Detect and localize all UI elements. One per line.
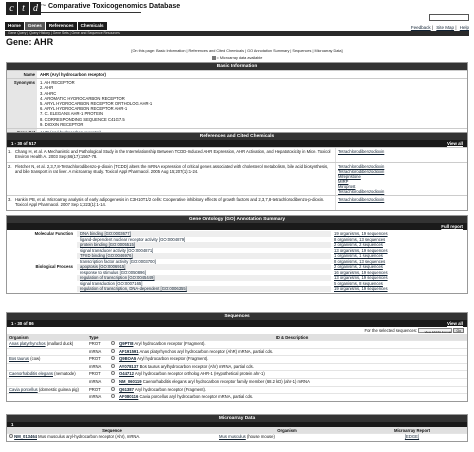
- result-count: 1 - 30 of 517: [11, 141, 37, 146]
- organism-cell: [7, 348, 87, 356]
- microarray-section: [6, 414, 468, 442]
- on-this-page-links[interactable]: [On this page: Basic Information | References and Cited Chemicals | GO Annotation Summary | Sequences | Microarray Data]: [131, 49, 343, 53]
- row-label: Synonyms: [7, 79, 37, 128]
- tab-references[interactable]: References: [46, 22, 77, 30]
- table-row: [7, 378, 467, 386]
- sequence-id-link[interactable]: NM_060119: [119, 378, 142, 384]
- table-row: [7, 371, 467, 379]
- tab-chemicals[interactable]: Chemicals: [78, 22, 107, 30]
- synonym-item: 9. DIOXIN RECEPTOR: [40, 121, 84, 127]
- col-header: Microarray Report: [357, 427, 467, 434]
- go-bar: [7, 223, 467, 230]
- go-term[interactable]: TFIID binding [GO:0046976]: [77, 253, 331, 259]
- row-checkbox[interactable]: [9, 434, 13, 438]
- sequence-id-link[interactable]: Q9BOA5: [119, 356, 137, 362]
- go-button[interactable]: Go: [453, 328, 464, 333]
- organism-link[interactable]: Caenorhabditis elegans: [9, 371, 53, 377]
- row-checkbox[interactable]: [111, 379, 115, 383]
- row-checkbox[interactable]: [111, 356, 115, 360]
- result-count: 1 - 30 of 86: [11, 321, 34, 326]
- sequence-id-link[interactable]: AF080116: [119, 394, 139, 400]
- ref-chemicals: [335, 163, 467, 195]
- sequence-desc: Cavia porcellus aryl hydrocarbon receptor mRNA, partial cds.: [139, 394, 254, 400]
- reference-row: [7, 195, 467, 210]
- row-checkbox[interactable]: [111, 371, 115, 375]
- go-term[interactable]: protein binding [GO:0005515]: [77, 242, 331, 248]
- organism-cell: [7, 341, 87, 349]
- chemical-link[interactable]: MIRP: [338, 179, 349, 184]
- full-report-link[interactable]: Full report: [441, 224, 463, 229]
- sequence-id-link[interactable]: O44712: [119, 371, 134, 377]
- organism-cell: [7, 394, 87, 401]
- sequence-desc: Aryl hydrocarbon receptor (Fragment).: [134, 341, 206, 346]
- sequence-id-link[interactable]: AF191591: [119, 348, 139, 354]
- go-count[interactable]: 1 organisms, 1 sequences: [334, 253, 383, 258]
- table-row: [7, 386, 467, 394]
- logo-letter: t: [18, 2, 29, 15]
- ref-number: 1.: [8, 149, 12, 154]
- sequence-id-link[interactable]: NM_013464: [14, 434, 37, 439]
- site-header: [0, 0, 474, 22]
- sequence-actions: [7, 327, 467, 334]
- section-title: Microarray Data: [218, 416, 256, 421]
- go-count[interactable]: 19 organisms, 19 sequences: [334, 286, 388, 291]
- go-count[interactable]: 5 organisms, 8 sequences: [334, 280, 383, 286]
- id-desc-cell: [117, 371, 467, 379]
- go-count[interactable]: 19 organisms, 19 sequences: [334, 231, 388, 236]
- sequence-desc: Aryl hydrocarbon receptor (Fragment).: [137, 356, 209, 362]
- tab-home[interactable]: Home: [5, 22, 24, 30]
- sequences-table: [7, 334, 467, 401]
- go-term[interactable]: transcription factor activity [GO:0003700]: [80, 258, 156, 264]
- ref-citation[interactable]: Hankin PB, et al. Microarray analysis of early adipogenesis in C3H10T1/2 cells: Cooperative inhibitory effects of growth factors and 2,3,7,8-tetrachlorodibenzo-p-dioxin. Toxicol Appl Pharmacol. 2007 Sep 1;223(1):1-14.: [15, 197, 325, 207]
- sub-nav[interactable]: Gene Query | Query History | Gene Sets | Gene and Sequence Resources: [5, 31, 469, 36]
- section-title: Sequences: [224, 314, 250, 319]
- go-term[interactable]: signal transducer activity [GO:0004871]: [80, 247, 154, 253]
- synonym-item: 5. ARYL HYDROCARBON RECEPTOR ORTHOLOG AHR-1: [40, 101, 153, 107]
- feedback-link[interactable]: Feedback: [410, 25, 431, 30]
- organism-cell: [7, 371, 87, 379]
- go-term[interactable]: DNA binding [GO:0003677]: [77, 231, 331, 237]
- microarray-legend-text: = Microarray data available: [216, 56, 263, 60]
- section-header: [7, 313, 467, 320]
- chemical-link[interactable]: Tetrachlorodibenzodioxin: [338, 169, 385, 174]
- id-desc-cell: [117, 378, 467, 386]
- ref-citation[interactable]: Chang H, et al. A Mechanistic and Pathological Study in the Interrelationship Between TCDD-Induced AHR Expression, AHR Activation, and Hepatotoxicity in Mice. Toxicol Environ Health A. 2003 Sep;66(17):1567-78.: [15, 149, 331, 159]
- organism-common: (mallard duck): [46, 341, 74, 346]
- tab-genes[interactable]: Genes: [25, 22, 45, 30]
- go-count[interactable]: 8 organisms, 13 sequences: [334, 236, 386, 242]
- main-nav: [5, 22, 107, 30]
- pager-bar: [7, 140, 467, 147]
- synonym-item: 7. C. ELEGANS AHR-1 PROTEIN: [40, 111, 104, 117]
- sequence-id-link[interactable]: AY078137: [119, 363, 139, 369]
- ref-number: 3.: [8, 197, 12, 202]
- ctd-logo[interactable]: [6, 2, 41, 15]
- go-term[interactable]: ligand-dependent nuclear receptor activity [GO:0004879]: [80, 236, 186, 242]
- go-section: [6, 215, 468, 294]
- organism-link[interactable]: Bos taurus: [9, 356, 30, 362]
- section-header: Basic Information: [7, 63, 467, 70]
- help-link[interactable]: Help: [459, 25, 469, 30]
- type-cell: PROT: [87, 386, 109, 394]
- table-row: [7, 363, 467, 371]
- synonym-item: 3. AHRC: [40, 90, 57, 96]
- reference-row: [7, 147, 467, 162]
- table-row: [7, 434, 467, 441]
- type-cell: PROT: [87, 371, 109, 379]
- chemical-link[interactable]: Tetrachlorodibenzodioxin: [338, 197, 385, 202]
- top-links: Feedback | Site Map | Help: [410, 25, 469, 30]
- basic-info-section: [6, 62, 468, 137]
- sequence-desc: Bos taurus arylhydrocarbon receptor (Ahr) mRNA, partial cds.: [139, 363, 254, 369]
- reference-row: [7, 162, 467, 195]
- organism-cell: [217, 434, 357, 441]
- row-checkbox[interactable]: [111, 349, 115, 353]
- id-desc-cell: [117, 394, 467, 401]
- row-label: Name: [7, 71, 37, 78]
- chemical-link[interactable]: Miroprost: [338, 184, 356, 189]
- logo-letter: d: [30, 2, 41, 15]
- row-checkbox[interactable]: [111, 364, 115, 368]
- logo-underline: [41, 12, 141, 13]
- sequence-id-link[interactable]: Q9PTI8: [119, 341, 134, 346]
- organism-common: (house mouse): [246, 434, 275, 439]
- chemical-link[interactable]: Mifepristone: [338, 174, 361, 179]
- microarray-legend: [0, 56, 474, 60]
- id-desc-cell: [117, 348, 467, 356]
- synonym-item: 8. CORRESPONDING SEQUENCE C41G7.5: [40, 116, 125, 122]
- organism-cell: [7, 386, 87, 394]
- go-count[interactable]: 2 organisms, 2 sequences: [334, 264, 383, 269]
- report-cell: [357, 434, 467, 441]
- synonym-item: 2. AHR: [40, 85, 54, 91]
- logo-letter: c: [6, 2, 17, 15]
- section-title: Gene Ontology (GO) Annotation Summary: [188, 217, 286, 222]
- ref-chemicals: [335, 148, 467, 162]
- go-term[interactable]: regulation of transcription, DNA-dependent [GO:0006355]: [77, 286, 331, 292]
- go-category: [7, 286, 77, 292]
- sequence-desc: Aryl hydrocarbon receptor (Fragment).: [134, 386, 207, 392]
- organism-common: (domestic guinea pig): [38, 386, 79, 392]
- type-cell: mRNA: [87, 348, 109, 356]
- section-header: [7, 415, 467, 422]
- organism-common: (nematode): [54, 371, 76, 377]
- col-header: Organism: [217, 427, 357, 434]
- synonym-item: 6. ARYL HYDROCARBON RECEPTOR AHR-1: [40, 106, 128, 112]
- go-category: Molecular Function: [34, 231, 73, 236]
- id-desc-cell: [117, 341, 467, 349]
- format-select-value: View FASTA Format: [424, 330, 452, 335]
- gene-name: AHR (Aryl hydrocarbon receptor): [40, 72, 106, 77]
- col-header: Type: [87, 334, 109, 341]
- view-all-link[interactable]: View all: [446, 321, 463, 326]
- sequence-desc: Mus musculus aryl-hydrocarbon receptor (Ahr), mRNA.: [38, 434, 141, 439]
- organism-link[interactable]: Cavia porcellus: [9, 386, 38, 392]
- result-count: 1: [11, 422, 14, 427]
- table-row: [7, 394, 467, 401]
- go-count[interactable]: 2 organisms, 2 sequences: [334, 242, 383, 247]
- type-cell: mRNA: [87, 363, 109, 371]
- row-checkbox[interactable]: [111, 341, 115, 345]
- go-count[interactable]: 13 organisms, 19 sequences: [334, 247, 388, 253]
- organism-common: (cow): [30, 356, 41, 362]
- go-term[interactable]: regulation of transcription [GO:0045449]: [77, 275, 331, 281]
- ref-citation[interactable]: Fletcher N, et al. 2,3,7,8-Tetrachlorodibenzo-p-dioxin (TCDD) alters the mRNA expression of critical genes associated with cholesterol metabolism, bile acid biosynthesis, and bile transport in rat liver. A microarray study. Toxicol Appl Pharmacol. 2005 Aug 15;207(1):1-24.: [15, 164, 329, 174]
- sequence-desc: Caenorhabditis elegans aryl hydrocarbon receptor family member (68.2 kD) (ahr-1) mRNA: [142, 378, 310, 384]
- id-desc-cell: [117, 363, 467, 371]
- section-title: References and Cited Chemicals: [199, 134, 275, 139]
- references-section: [6, 132, 468, 211]
- table-row: [7, 341, 467, 349]
- basic-info-row: [7, 70, 467, 78]
- synonym-item: 1. AH RECEPTOR: [40, 80, 75, 86]
- go-category: Biological Process: [35, 264, 73, 269]
- ref-number: 2.: [8, 164, 12, 169]
- sequence-desc: Aryl hydrocarbon receptor ortholog AHR-1 (Hypothetical protein ahr-1): [134, 371, 265, 377]
- chemical-link[interactable]: Tetrachlorodibenzodioxin: [338, 149, 385, 154]
- row-checkbox[interactable]: [111, 387, 115, 391]
- go-term[interactable]: response to stimulus [GO:0050896]: [80, 269, 146, 275]
- table-row: [7, 356, 467, 364]
- col-header: Sequence: [7, 427, 217, 434]
- go-table: [7, 230, 467, 293]
- col-header: Organism: [7, 334, 87, 341]
- microarray-icon: [212, 56, 216, 60]
- sequences-section: [6, 312, 468, 402]
- type-cell: mRNA: [87, 378, 109, 386]
- id-desc-cell: [117, 386, 467, 394]
- go-term[interactable]: apoptosis [GO:0006915]: [77, 264, 331, 270]
- type-cell: PROT: [87, 356, 109, 364]
- page-title: Gene: AHR: [6, 37, 54, 47]
- chemical-link[interactable]: Tetrachlorodibenzodioxin: [338, 164, 385, 169]
- type-cell: mRNA: [87, 394, 109, 401]
- view-all-link[interactable]: View all: [446, 141, 463, 146]
- section-header: [7, 216, 467, 223]
- go-row: [7, 286, 467, 292]
- go-count[interactable]: 13 organisms, 19 sequences: [334, 275, 388, 280]
- pager-bar: [7, 422, 467, 427]
- go-count[interactable]: 8 organisms, 13 sequences: [334, 258, 386, 264]
- site-map-link[interactable]: Site Map: [436, 25, 455, 30]
- organism-link[interactable]: Anas platyrhynchos: [9, 341, 46, 346]
- chemical-link[interactable]: Tetrachlorodibenzodioxin: [338, 189, 385, 194]
- logo-subtitle: The: [41, 3, 47, 7]
- sequence-id-link[interactable]: Q61387: [119, 386, 134, 392]
- go-term[interactable]: signal transduction [GO:0007165]: [80, 280, 143, 286]
- col-header: ID & Description: [117, 334, 467, 341]
- edge-report-link[interactable]: [EDGE]: [404, 434, 420, 439]
- sequence-desc: Anas platyrhynchos aryl hydrocarbon receptor (AhR) mRNA, partial cds.: [139, 348, 274, 354]
- selected-label: For the selected sequences:: [364, 328, 418, 333]
- type-cell: PROT: [87, 341, 109, 349]
- sequence-cell: [7, 434, 217, 441]
- go-count[interactable]: 16 organisms, 19 sequences: [334, 269, 388, 275]
- ref-chemicals: [335, 196, 467, 210]
- organism-cell: [7, 378, 87, 386]
- id-desc-cell: [117, 356, 467, 364]
- section-header: [7, 133, 467, 140]
- site-title[interactable]: Comparative Toxicogenomics Database: [48, 3, 181, 10]
- search-input[interactable]: [429, 14, 469, 21]
- organism-cell: [7, 356, 87, 364]
- pager-bar: [7, 320, 467, 327]
- basic-info-row: [7, 78, 467, 128]
- row-checkbox[interactable]: [111, 394, 115, 398]
- synonym-item: 4. AROMATIC HYDROCARBON RECEPTOR: [40, 95, 125, 101]
- table-row: [7, 348, 467, 356]
- organism-cell: [7, 363, 87, 371]
- format-select[interactable]: [418, 328, 452, 333]
- synonyms-list: [37, 79, 155, 128]
- microarray-table: [7, 427, 467, 441]
- organism-link[interactable]: Mus musculus: [219, 434, 246, 439]
